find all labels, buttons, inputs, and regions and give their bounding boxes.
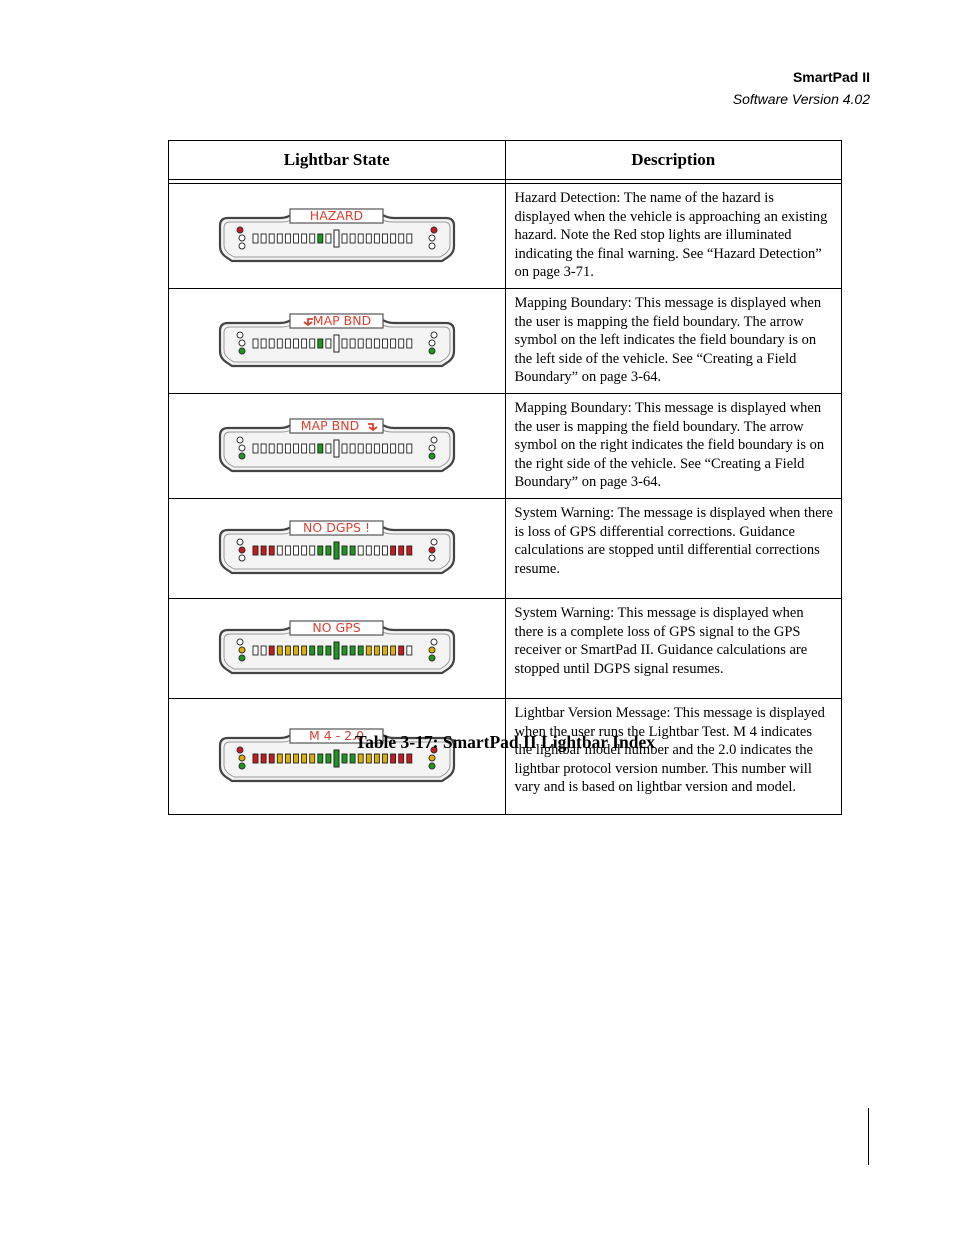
- lightbar-segment: [366, 546, 371, 555]
- lightbar-segment: [374, 444, 379, 453]
- lightbar-segment: [253, 546, 258, 555]
- margin-change-bar: [868, 1108, 869, 1165]
- description-cell: Hazard Detection: The name of the hazard is displayed when the vehicle is approaching an existing hazard. Note the Red stop lights are illuminated indicating the final warning. See “Hazard Detection” on page 3-71.: [505, 184, 842, 289]
- lightbar-segment: [285, 234, 290, 243]
- lightbar-segment: [318, 646, 323, 655]
- lightbar-segment: [398, 754, 403, 763]
- lightbar-segment: [398, 444, 403, 453]
- left-indicator-light: [239, 755, 245, 761]
- lightbar-segment: [366, 444, 371, 453]
- lightbar-segment: [358, 444, 363, 453]
- description-cell: Mapping Boundary: This message is displayed when the user is mapping the field boundary. The arrow symbol on the left indicates the field boundary is on the left side of the vehicle. See “Creating a Field Boundary” on page 3-64.: [505, 288, 842, 393]
- lightbar-segment: [285, 546, 290, 555]
- description-cell: Mapping Boundary: This message is displayed when the user is mapping the field boundary. The arrow symbol on the right indicates the field boundary is on the right side of the vehicle. See “Creating a Field Boundary” on page 3-64.: [505, 393, 842, 498]
- lightbar-segment: [382, 754, 387, 763]
- lightbar-segment: [309, 646, 314, 655]
- lightbar-segment: [309, 546, 314, 555]
- lightbar-state-cell: [169, 698, 506, 814]
- lightbar-segment: [269, 754, 274, 763]
- lightbar-segment: [261, 546, 266, 555]
- lightbar-segment: [342, 234, 347, 243]
- lightbar-segment: [253, 339, 258, 348]
- lightbar-segment: [342, 546, 347, 555]
- lightbar-state-cell: [169, 184, 506, 289]
- lightbar-segment: [374, 339, 379, 348]
- lightbar-segment: [285, 646, 290, 655]
- lightbar-segment: [318, 444, 323, 453]
- lightbar-segment: [407, 754, 412, 763]
- lightbar-segment: [269, 444, 274, 453]
- lightbar-segment: [253, 444, 258, 453]
- description-cell: System Warning: This message is displayed when there is a complete loss of GPS signal to the GPS receiver or SmartPad II. Guidance calculations are stopped until DGPS signal resumes.: [505, 598, 842, 698]
- lightbar-segment: [326, 546, 331, 555]
- lightbar-segment: [350, 754, 355, 763]
- left-indicator-light: [237, 539, 243, 545]
- lightbar-image: [214, 617, 460, 679]
- left-indicator-light: [237, 437, 243, 443]
- lightbar-segment: [407, 646, 412, 655]
- lightbar-segment: [398, 646, 403, 655]
- lightbar-segment: [390, 754, 395, 763]
- lightbar-state-cell: [169, 288, 506, 393]
- lightbar-segment: [326, 444, 331, 453]
- lightbar-segment: [318, 234, 323, 243]
- table-row: [169, 393, 842, 498]
- lightbar-segment: [293, 754, 298, 763]
- center-segment: [334, 440, 339, 457]
- right-indicator-light: [431, 332, 437, 338]
- left-indicator-light: [239, 763, 245, 769]
- center-segment: [334, 230, 339, 247]
- right-indicator-light: [429, 655, 435, 661]
- lightbar-segment: [309, 444, 314, 453]
- lightbar-segment: [326, 339, 331, 348]
- lightbar-segment: [342, 444, 347, 453]
- lightbar-segment: [366, 754, 371, 763]
- lightbar-segment: [309, 754, 314, 763]
- lightbar-segment: [382, 339, 387, 348]
- lightbar-segment: [390, 339, 395, 348]
- left-indicator-light: [237, 227, 243, 233]
- table-row: [169, 498, 842, 598]
- lightbar-segment: [358, 339, 363, 348]
- left-indicator-light: [239, 647, 245, 653]
- lightbar-segment: [269, 546, 274, 555]
- right-indicator-light: [429, 755, 435, 761]
- lightbar-segment: [350, 339, 355, 348]
- lightbar-segment: [374, 646, 379, 655]
- left-indicator-light: [239, 547, 245, 553]
- display-text: NO GPS: [312, 620, 361, 636]
- lightbar-segment: [261, 444, 266, 453]
- lightbar-segment: [366, 646, 371, 655]
- display-text: HAZARD: [309, 207, 363, 223]
- lightbar-state-cell: [169, 598, 506, 698]
- lightbar-segment: [301, 444, 306, 453]
- left-indicator-light: [239, 348, 245, 354]
- lightbar-segment: [277, 646, 282, 655]
- left-indicator-light: [239, 655, 245, 661]
- lightbar-segment: [318, 754, 323, 763]
- lightbar-segment: [285, 754, 290, 763]
- column-header-lightbar-state: Lightbar State: [169, 141, 506, 180]
- lightbar-segment: [285, 339, 290, 348]
- lightbar-segment: [366, 339, 371, 348]
- lightbar-segment: [261, 234, 266, 243]
- lightbar-image: [214, 310, 460, 372]
- lightbar-segment: [318, 546, 323, 555]
- lightbar-segment: [358, 646, 363, 655]
- left-indicator-light: [239, 445, 245, 451]
- lightbar-segment: [269, 646, 274, 655]
- description-cell: Lightbar Version Message: This message is displayed when the user runs the Lightbar Test. M 4 indicates the lightbar model number and the 2.0 indicates the lightbar protocol version number. This number will vary and is based on lightbar version and model.: [505, 698, 842, 814]
- lightbar-image: [214, 415, 460, 477]
- lightbar-segment: [277, 339, 282, 348]
- lightbar-segment: [309, 339, 314, 348]
- lightbar-segment: [398, 546, 403, 555]
- lightbar-segment: [285, 444, 290, 453]
- lightbar-state-cell: [169, 498, 506, 598]
- lightbar-segment: [326, 754, 331, 763]
- lightbar-segment: [390, 646, 395, 655]
- lightbar-segment: [382, 234, 387, 243]
- left-indicator-light: [239, 555, 245, 561]
- lightbar-segment: [253, 234, 258, 243]
- lightbar-segment: [301, 234, 306, 243]
- lightbar-segment: [269, 234, 274, 243]
- lightbar-segment: [366, 234, 371, 243]
- left-indicator-light: [239, 235, 245, 241]
- lightbar-segment: [358, 546, 363, 555]
- right-indicator-light: [429, 243, 435, 249]
- lightbar-segment: [301, 646, 306, 655]
- lightbar-segment: [293, 234, 298, 243]
- left-indicator-light: [239, 243, 245, 249]
- lightbar-segment: [398, 339, 403, 348]
- lightbar-segment: [407, 339, 412, 348]
- display-text: NO DGPS !: [302, 520, 370, 536]
- right-indicator-light: [431, 539, 437, 545]
- lightbar-image: [214, 205, 460, 267]
- left-indicator-light: [237, 639, 243, 645]
- lightbar-segment: [342, 754, 347, 763]
- lightbar-segment: [407, 444, 412, 453]
- running-header: [733, 66, 870, 110]
- lightbar-segment: [301, 754, 306, 763]
- product-name: SmartPad II: [792, 69, 870, 85]
- left-indicator-light: [239, 340, 245, 346]
- lightbar-segment: [407, 234, 412, 243]
- description-cell: System Warning: The message is displayed when there is loss of GPS differential corrections. Guidance calculations are stopped until differential corrections resume.: [505, 498, 842, 598]
- lightbar-segment: [253, 646, 258, 655]
- lightbar-segment: [390, 234, 395, 243]
- left-indicator-light: [237, 332, 243, 338]
- left-indicator-light: [239, 453, 245, 459]
- column-header-description: Description: [505, 141, 842, 180]
- lightbar-segment: [358, 234, 363, 243]
- right-indicator-light: [429, 445, 435, 451]
- lightbar-segment: [277, 754, 282, 763]
- right-indicator-light: [429, 340, 435, 346]
- lightbar-segment: [253, 754, 258, 763]
- table-row: [169, 288, 842, 393]
- lightbar-segment: [277, 546, 282, 555]
- table-row: [169, 698, 842, 814]
- right-indicator-light: [429, 235, 435, 241]
- lightbar-segment: [261, 754, 266, 763]
- lightbar-segment: [277, 234, 282, 243]
- right-indicator-light: [431, 437, 437, 443]
- table-row: [169, 184, 842, 289]
- lightbar-segment: [261, 339, 266, 348]
- center-segment: [334, 335, 339, 352]
- lightbar-segment: [374, 546, 379, 555]
- right-indicator-light: [429, 453, 435, 459]
- lightbar-segment: [382, 546, 387, 555]
- right-indicator-light: [429, 763, 435, 769]
- lightbar-segment: [382, 444, 387, 453]
- center-segment: [334, 642, 339, 659]
- table-row: [169, 598, 842, 698]
- display-text: MAP BND: [300, 417, 359, 433]
- right-indicator-light: [429, 547, 435, 553]
- lightbar-segment: [390, 546, 395, 555]
- table-caption: Table 3-17: SmartPad II Lightbar Index: [355, 732, 655, 752]
- lightbar-segment: [318, 339, 323, 348]
- lightbar-segment: [350, 234, 355, 243]
- lightbar-segment: [407, 546, 412, 555]
- lightbar-segment: [358, 754, 363, 763]
- software-version: Software Version 4.02: [732, 91, 870, 107]
- lightbar-segment: [309, 234, 314, 243]
- lightbar-segment: [301, 339, 306, 348]
- lightbar-segment: [350, 546, 355, 555]
- lightbar-segment: [301, 546, 306, 555]
- lightbar-segment: [326, 234, 331, 243]
- lightbar-segment: [350, 646, 355, 655]
- right-indicator-light: [431, 639, 437, 645]
- lightbar-segment: [390, 444, 395, 453]
- lightbar-image: [214, 517, 460, 579]
- lightbar-segment: [342, 646, 347, 655]
- center-segment: [334, 542, 339, 559]
- lightbar-segment: [350, 444, 355, 453]
- lightbar-segment: [293, 444, 298, 453]
- display-text: M 4 - 2.0: [308, 728, 364, 744]
- display-text: MAP BND: [312, 312, 371, 328]
- lightbar-segment: [326, 646, 331, 655]
- lightbar-segment: [293, 546, 298, 555]
- lightbar-state-cell: [169, 393, 506, 498]
- lightbar-segment: [342, 339, 347, 348]
- lightbar-segment: [269, 339, 274, 348]
- lightbar-segment: [293, 339, 298, 348]
- right-indicator-light: [429, 555, 435, 561]
- lightbar-segment: [374, 754, 379, 763]
- lightbar-segment: [293, 646, 298, 655]
- lightbar-segment: [382, 646, 387, 655]
- right-indicator-light: [429, 348, 435, 354]
- right-indicator-light: [429, 647, 435, 653]
- lightbar-segment: [398, 234, 403, 243]
- lightbar-segment: [261, 646, 266, 655]
- lightbar-index-table: [168, 140, 842, 815]
- right-indicator-light: [431, 227, 437, 233]
- lightbar-segment: [374, 234, 379, 243]
- lightbar-segment: [277, 444, 282, 453]
